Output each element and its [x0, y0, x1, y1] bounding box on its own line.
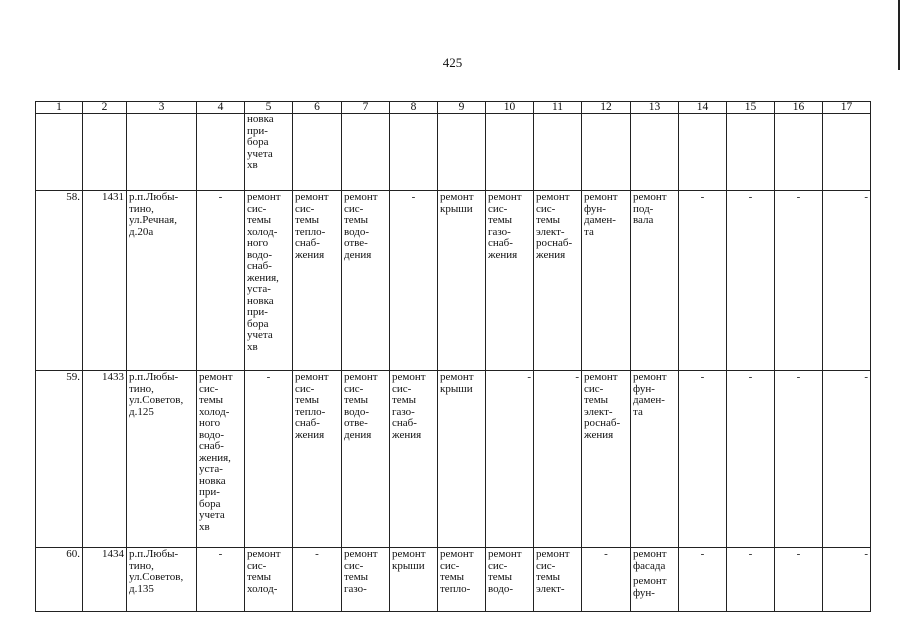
text-line: тино,: [129, 559, 154, 572]
text-line: снаб-: [199, 440, 224, 452]
work-cell: [342, 371, 390, 548]
work-item: [633, 549, 676, 572]
text-line: снаб-: [295, 237, 320, 249]
text-line: сис-: [344, 382, 364, 395]
text-line: ремонт: [633, 575, 667, 587]
text-line: новка: [247, 113, 274, 125]
text-line: тино,: [129, 202, 154, 215]
work-cell: [486, 548, 534, 612]
text-line: ремонт: [247, 191, 281, 203]
column-header-7: 7: [342, 102, 390, 114]
column-header-14: 14: [679, 102, 727, 114]
text-line: водо-: [247, 248, 273, 261]
text-line: темы: [344, 571, 369, 583]
text-line: сис-: [392, 382, 412, 395]
text-line: сис-: [536, 202, 556, 215]
table-cell: [582, 114, 631, 191]
column-header-11: 11: [534, 102, 582, 114]
table-cell: [631, 114, 679, 191]
table-cell: [486, 114, 534, 191]
table-cell: [390, 114, 438, 191]
text-line: темы: [344, 214, 369, 226]
work-cell: -: [534, 371, 582, 548]
house-code: 1433: [83, 371, 127, 548]
text-line: уста-: [247, 283, 271, 295]
scan-edge-line: [898, 0, 900, 70]
text-line: бора: [247, 317, 269, 330]
text-line: тепло-: [440, 582, 471, 595]
text-line: темы: [584, 394, 609, 406]
text-line: крыши: [392, 559, 425, 572]
work-cell: [245, 191, 293, 371]
text-line: хв: [199, 520, 210, 533]
work-cell: [631, 191, 679, 371]
text-line: р.п.Любы-: [129, 371, 179, 383]
text-line: д.20а: [129, 225, 154, 238]
text-line: снаб-: [392, 417, 417, 429]
text-line: ремонт: [536, 191, 570, 203]
text-line: д.135: [129, 582, 154, 595]
column-header-15: 15: [727, 102, 775, 114]
text-line: темы: [295, 394, 320, 406]
text-line: холод-: [247, 225, 278, 238]
work-cell: [197, 371, 245, 548]
text-line: фун-: [633, 586, 655, 599]
table-cell: [127, 114, 197, 191]
text-line: дения: [344, 248, 372, 261]
text-line: отве-: [344, 417, 368, 429]
table-cell: [727, 114, 775, 191]
table-cell: [342, 114, 390, 191]
text-line: темы: [536, 571, 561, 583]
text-line: тепло-: [295, 225, 326, 238]
text-line: при-: [247, 124, 268, 137]
work-cell: -: [823, 548, 871, 612]
text-line: темы: [488, 214, 513, 226]
row-number: 60.: [36, 548, 83, 612]
work-cell: [438, 191, 486, 371]
text-line: роснаб-: [584, 417, 621, 429]
text-line: элект-: [536, 225, 565, 238]
work-cell: [342, 548, 390, 612]
text-line: газо-: [344, 582, 367, 595]
text-line: бора: [199, 497, 221, 510]
text-line: жения,: [247, 271, 279, 284]
text-line: роснаб-: [536, 237, 573, 249]
text-line: хв: [247, 159, 258, 171]
work-cell: -: [823, 191, 871, 371]
column-header-9: 9: [438, 102, 486, 114]
text-line: ремонт: [633, 191, 667, 203]
text-line: жения: [295, 248, 325, 261]
work-cell: [342, 191, 390, 371]
text-line: сис-: [247, 559, 267, 572]
work-cell: -: [679, 371, 727, 548]
work-cell: [293, 371, 342, 548]
table-row: [36, 548, 871, 612]
text-line: вала: [633, 214, 654, 226]
text-line: ремонт: [440, 191, 474, 203]
text-line: ремонт: [344, 191, 378, 203]
text-line: ремонт: [440, 548, 474, 560]
column-header-2: 2: [83, 102, 127, 114]
text-line: отве-: [344, 237, 368, 249]
text-line: ного: [247, 237, 269, 249]
text-line: при-: [199, 486, 220, 498]
text-line: сис-: [247, 202, 267, 215]
text-line: учета: [199, 509, 225, 521]
text-line: холод-: [199, 405, 230, 418]
table-cell: [197, 114, 245, 191]
text-line: ул.Советов,: [129, 571, 184, 583]
text-line: снаб-: [247, 260, 272, 272]
work-cell: [582, 371, 631, 548]
column-header-16: 16: [775, 102, 823, 114]
text-line: сис-: [344, 559, 364, 572]
text-line: холод-: [247, 582, 278, 595]
text-line: снаб-: [488, 237, 513, 249]
work-cell: [534, 548, 582, 612]
text-line: темы: [536, 214, 561, 226]
column-header-4: 4: [197, 102, 245, 114]
work-cell: -: [197, 548, 245, 612]
work-cell: [582, 191, 631, 371]
work-cell: -: [293, 548, 342, 612]
text-line: уста-: [199, 463, 223, 475]
text-line: жения,: [199, 451, 231, 464]
text-line: жения: [488, 248, 518, 261]
text-line: сис-: [295, 202, 315, 215]
work-cell: [390, 371, 438, 548]
text-line: ремонт: [199, 371, 233, 383]
text-line: учета: [247, 147, 273, 160]
work-cell: [245, 114, 293, 191]
work-cell: -: [727, 191, 775, 371]
work-cell: [438, 371, 486, 548]
text-line: фун-: [633, 382, 655, 395]
text-line: ул.Речная,: [129, 214, 177, 226]
text-line: учета: [247, 329, 273, 341]
text-line: р.п.Любы-: [129, 548, 179, 560]
house-address: [127, 548, 197, 612]
table-cell: [438, 114, 486, 191]
work-item: [633, 576, 676, 599]
text-line: ремонт: [247, 548, 281, 560]
text-line: та: [584, 225, 594, 238]
continuation-row: [36, 114, 871, 191]
work-cell: [390, 548, 438, 612]
work-cell: -: [390, 191, 438, 371]
column-header-17: 17: [823, 102, 871, 114]
text-line: газо-: [392, 405, 415, 418]
table-cell: [823, 114, 871, 191]
text-line: водо-: [199, 428, 225, 441]
work-cell: -: [727, 548, 775, 612]
column-header-3: 3: [127, 102, 197, 114]
text-line: новка: [199, 474, 226, 487]
text-line: темы: [247, 214, 272, 226]
text-line: тино,: [129, 382, 154, 395]
table-row: [36, 371, 871, 548]
text-line: ремонт: [584, 191, 618, 203]
text-line: ремонт: [488, 548, 522, 560]
text-line: темы: [295, 214, 320, 226]
text-line: жения: [392, 428, 422, 441]
work-cell: -: [775, 191, 823, 371]
text-line: ремонт: [344, 371, 378, 383]
work-cell: [438, 548, 486, 612]
work-cell: -: [823, 371, 871, 548]
table-cell: [293, 114, 342, 191]
text-line: крыши: [440, 202, 473, 215]
text-line: ремонт: [344, 548, 378, 560]
text-line: новка: [247, 294, 274, 307]
text-line: водо-: [344, 405, 370, 418]
work-cell: -: [679, 548, 727, 612]
house-code: 1434: [83, 548, 127, 612]
text-line: темы: [344, 394, 369, 406]
work-cell: -: [727, 371, 775, 548]
text-line: сис-: [488, 202, 508, 215]
text-line: ремонт: [584, 371, 618, 383]
text-line: крыши: [440, 382, 473, 395]
table-cell: [534, 114, 582, 191]
text-line: ремонт: [295, 191, 329, 203]
text-line: при-: [247, 306, 268, 318]
text-line: темы: [392, 394, 417, 406]
text-line: снаб-: [295, 417, 320, 429]
text-line: водо-: [488, 582, 514, 595]
row-number: 59.: [36, 371, 83, 548]
table-cell: [775, 114, 823, 191]
work-cell: -: [775, 548, 823, 612]
column-header-5: 5: [245, 102, 293, 114]
text-line: сис-: [536, 559, 556, 572]
work-cell: -: [486, 371, 534, 548]
text-line: темы: [488, 571, 513, 583]
text-line: темы: [199, 394, 224, 406]
text-line: жения: [295, 428, 325, 441]
text-line: водо-: [344, 225, 370, 238]
text-line: фун-: [584, 202, 606, 215]
text-line: ремонт: [488, 191, 522, 203]
text-line: жения: [536, 248, 566, 261]
work-cell: -: [582, 548, 631, 612]
text-line: сис-: [440, 559, 460, 572]
text-line: фасада: [633, 559, 666, 572]
text-line: элект-: [536, 582, 565, 595]
table-row: [36, 191, 871, 371]
text-line: тепло-: [295, 405, 326, 418]
text-line: бора: [247, 136, 269, 148]
text-line: ремонт: [536, 548, 570, 560]
text-line: под-: [633, 202, 654, 215]
text-line: ремонт: [633, 371, 667, 383]
text-line: ного: [199, 417, 221, 429]
table-cell: [679, 114, 727, 191]
text-line: д.125: [129, 405, 154, 418]
work-cell: [293, 191, 342, 371]
text-line: ремонт: [633, 548, 667, 560]
column-header-1: 1: [36, 102, 83, 114]
text-line: темы: [247, 571, 272, 583]
text-line: р.п.Любы-: [129, 191, 179, 203]
capital-repair-table: [35, 101, 871, 612]
work-cell: [245, 548, 293, 612]
row-number: 58.: [36, 191, 83, 371]
text-line: ремонт: [392, 371, 426, 383]
text-line: дамен-: [633, 394, 665, 406]
work-cell: [486, 191, 534, 371]
house-code: 1431: [83, 191, 127, 371]
table-cell: [83, 114, 127, 191]
work-cell: -: [775, 371, 823, 548]
text-line: сис-: [488, 559, 508, 572]
column-header-8: 8: [390, 102, 438, 114]
table-cell: [36, 114, 83, 191]
text-line: хв: [247, 340, 258, 353]
text-line: газо-: [488, 225, 511, 238]
column-header-12: 12: [582, 102, 631, 114]
text-line: та: [633, 405, 643, 418]
text-line: темы: [440, 571, 465, 583]
text-line: сис-: [344, 202, 364, 215]
text-line: жения: [584, 428, 614, 441]
text-line: ул.Советов,: [129, 394, 184, 406]
work-cell: -: [679, 191, 727, 371]
column-header-10: 10: [486, 102, 534, 114]
column-header-6: 6: [293, 102, 342, 114]
text-line: сис-: [199, 382, 219, 395]
work-cell: -: [245, 371, 293, 548]
work-cell: [534, 191, 582, 371]
text-line: сис-: [584, 382, 604, 395]
column-number-row: [36, 102, 871, 114]
text-line: элект-: [584, 405, 613, 418]
text-line: сис-: [295, 382, 315, 395]
work-cell: [631, 371, 679, 548]
work-cell: -: [197, 191, 245, 371]
page-number: 425: [442, 55, 463, 70]
text-line: дения: [344, 428, 372, 441]
house-address: [127, 191, 197, 371]
text-line: ремонт: [440, 371, 474, 383]
column-header-13: 13: [631, 102, 679, 114]
house-address: [127, 371, 197, 548]
text-line: дамен-: [584, 214, 616, 226]
work-cell: [631, 548, 679, 612]
text-line: ремонт: [295, 371, 329, 383]
text-line: ремонт: [392, 548, 426, 560]
